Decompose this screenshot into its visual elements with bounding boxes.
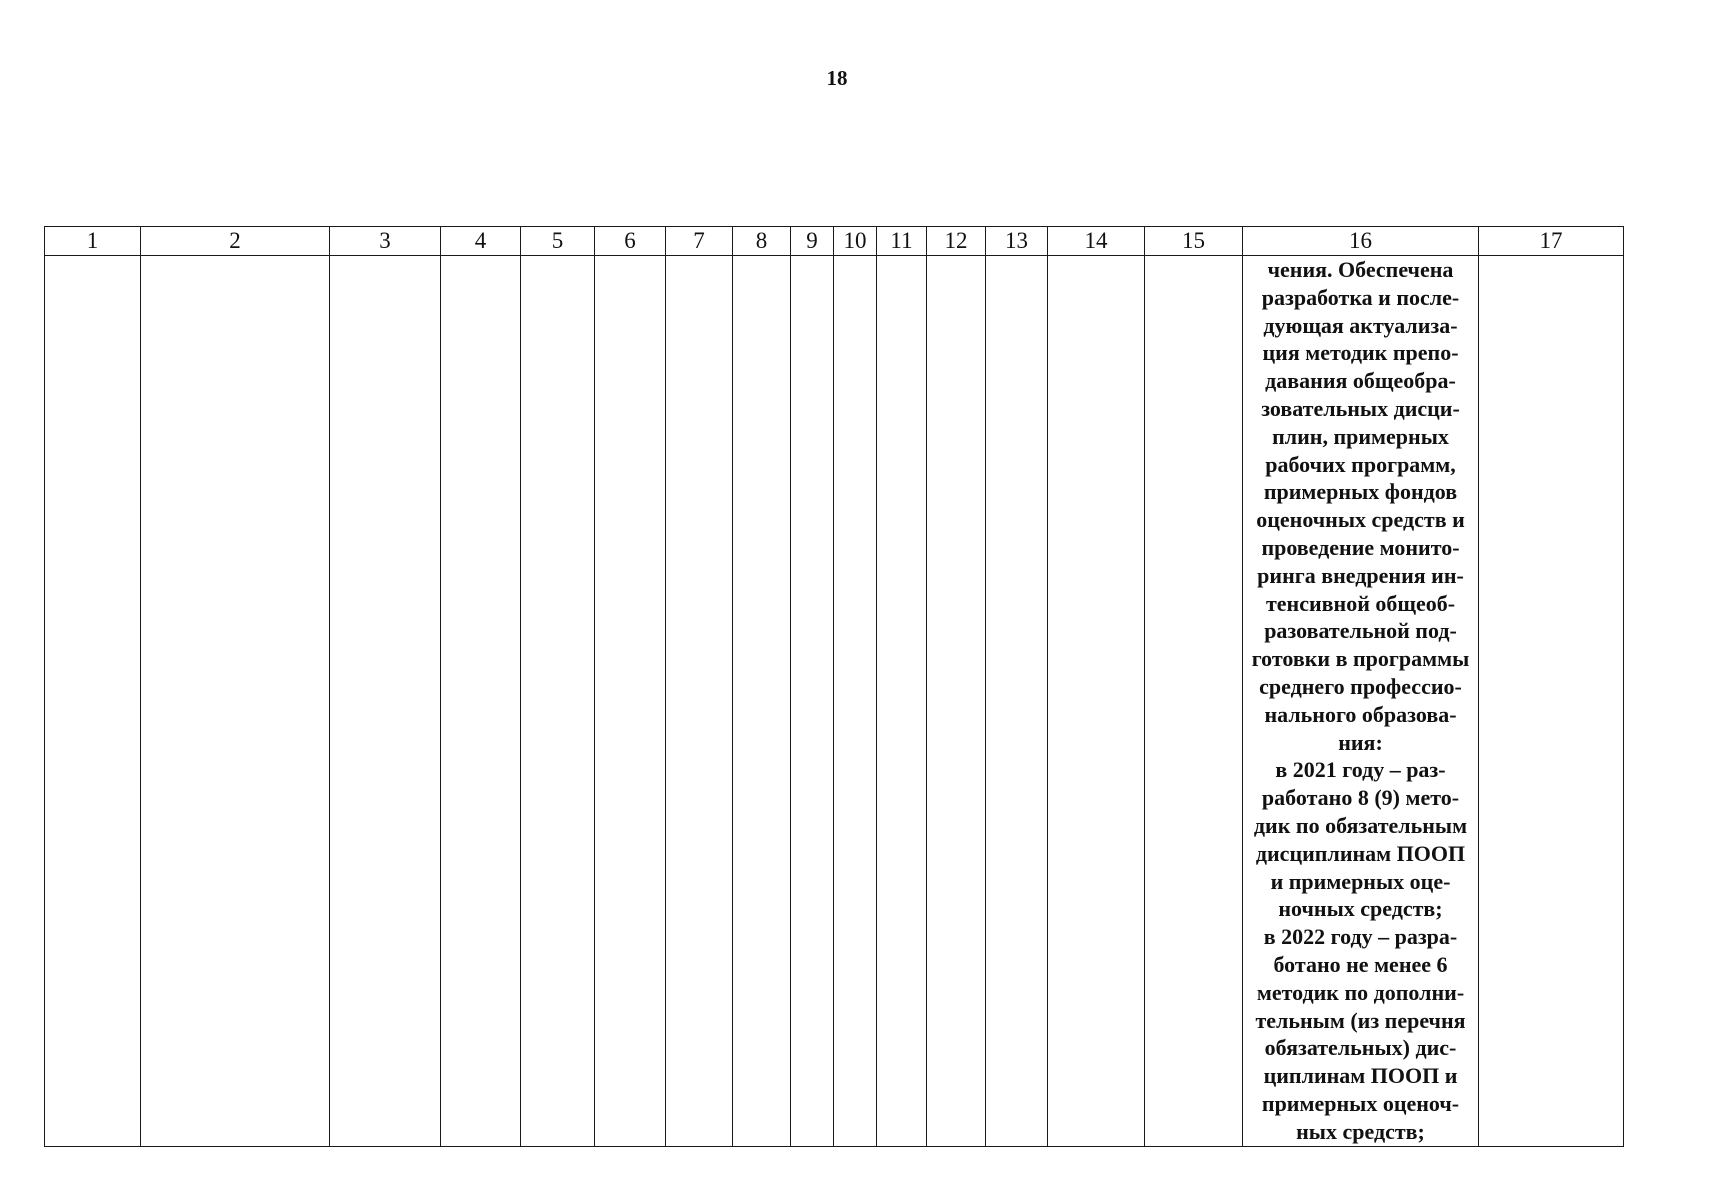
table-cell-5 — [521, 256, 595, 1147]
text-line: примерных оценоч- — [1261, 1090, 1460, 1116]
text-line: рабочих программ, — [1265, 451, 1456, 477]
text-line: тенсивной общеоб- — [1265, 590, 1456, 616]
column-header-8: 8 — [733, 227, 791, 256]
table-cell-7 — [666, 256, 733, 1147]
column-header-2: 2 — [141, 227, 330, 256]
text-line: проведение монито- — [1261, 534, 1460, 560]
text-line: в 2022 году – разра- — [1263, 924, 1458, 950]
table-cell-1 — [45, 256, 141, 1147]
table-cell-13 — [986, 256, 1048, 1147]
text-line: плин, примерных — [1272, 423, 1449, 449]
table-cell-10 — [834, 256, 877, 1147]
text-line: среднего профессио- — [1259, 673, 1462, 699]
text-line: давания общеобра- — [1265, 368, 1456, 394]
text-line: в 2021 году – раз- — [1275, 757, 1446, 783]
page-number: 18 — [826, 66, 848, 90]
column-header-10: 10 — [834, 227, 877, 256]
table-cell-8 — [733, 256, 791, 1147]
table-cell-2 — [141, 256, 330, 1147]
table-cell-6 — [595, 256, 666, 1147]
table-row — [45, 256, 1624, 1147]
header-row — [45, 227, 1624, 256]
text-line: ных средств; — [1296, 1118, 1425, 1144]
text-line: работано 8 (9) мето- — [1261, 785, 1460, 811]
table-cell-3 — [330, 256, 441, 1147]
table-cell-15 — [1145, 256, 1243, 1147]
text-line: ночных средств; — [1278, 896, 1443, 922]
text-line: оценочных средств и — [1256, 507, 1465, 533]
column-header-1: 1 — [45, 227, 141, 256]
text-line: и примерных оце- — [1270, 868, 1451, 894]
column-header-9: 9 — [791, 227, 834, 256]
text-line: обязательных) дис- — [1264, 1035, 1457, 1061]
text-line: дующая актуализа- — [1263, 312, 1458, 338]
column-header-16: 16 — [1243, 227, 1479, 256]
text-line: дисциплинам ПООП — [1255, 840, 1466, 866]
text-line: чения. Обеспечена — [1267, 257, 1454, 282]
column-header-6: 6 — [595, 227, 666, 256]
text-line: нального образова- — [1264, 701, 1457, 727]
table-cell-12 — [927, 256, 986, 1147]
column-header-15: 15 — [1145, 227, 1243, 256]
table-cell-11 — [877, 256, 927, 1147]
column-header-12: 12 — [927, 227, 986, 256]
column-header-4: 4 — [441, 227, 521, 256]
column-header-14: 14 — [1048, 227, 1145, 256]
text-line: примерных фондов — [1263, 479, 1458, 505]
column-header-5: 5 — [521, 227, 595, 256]
table-cell-9 — [791, 256, 834, 1147]
column-header-17: 17 — [1479, 227, 1624, 256]
text-line: циплинам ПООП и — [1263, 1063, 1458, 1089]
column-header-11: 11 — [877, 227, 927, 256]
data-table — [44, 226, 1624, 1147]
text-line: тельным (из перечня — [1255, 1007, 1466, 1033]
text-line: разработка и после- — [1261, 284, 1460, 310]
text-line: дик по обязательным — [1253, 812, 1468, 838]
table-cell-14 — [1048, 256, 1145, 1147]
table-cell-4 — [441, 256, 521, 1147]
column-header-3: 3 — [330, 227, 441, 256]
table-cell-17 — [1479, 256, 1624, 1147]
text-line: разовательной под- — [1264, 618, 1457, 644]
table-cell-16 — [1243, 256, 1479, 1147]
text-line: зовательных дисци- — [1261, 395, 1460, 421]
text-line: ция методик препо- — [1262, 340, 1459, 366]
column-header-13: 13 — [986, 227, 1048, 256]
text-line: ринга внедрения ин- — [1257, 562, 1464, 588]
text-line: ботано не менее 6 — [1273, 951, 1448, 977]
text-line: готовки в программы — [1251, 646, 1470, 672]
column-header-7: 7 — [666, 227, 733, 256]
text-line: методик по дополни- — [1256, 979, 1465, 1005]
text-line: ния: — [1338, 729, 1383, 755]
